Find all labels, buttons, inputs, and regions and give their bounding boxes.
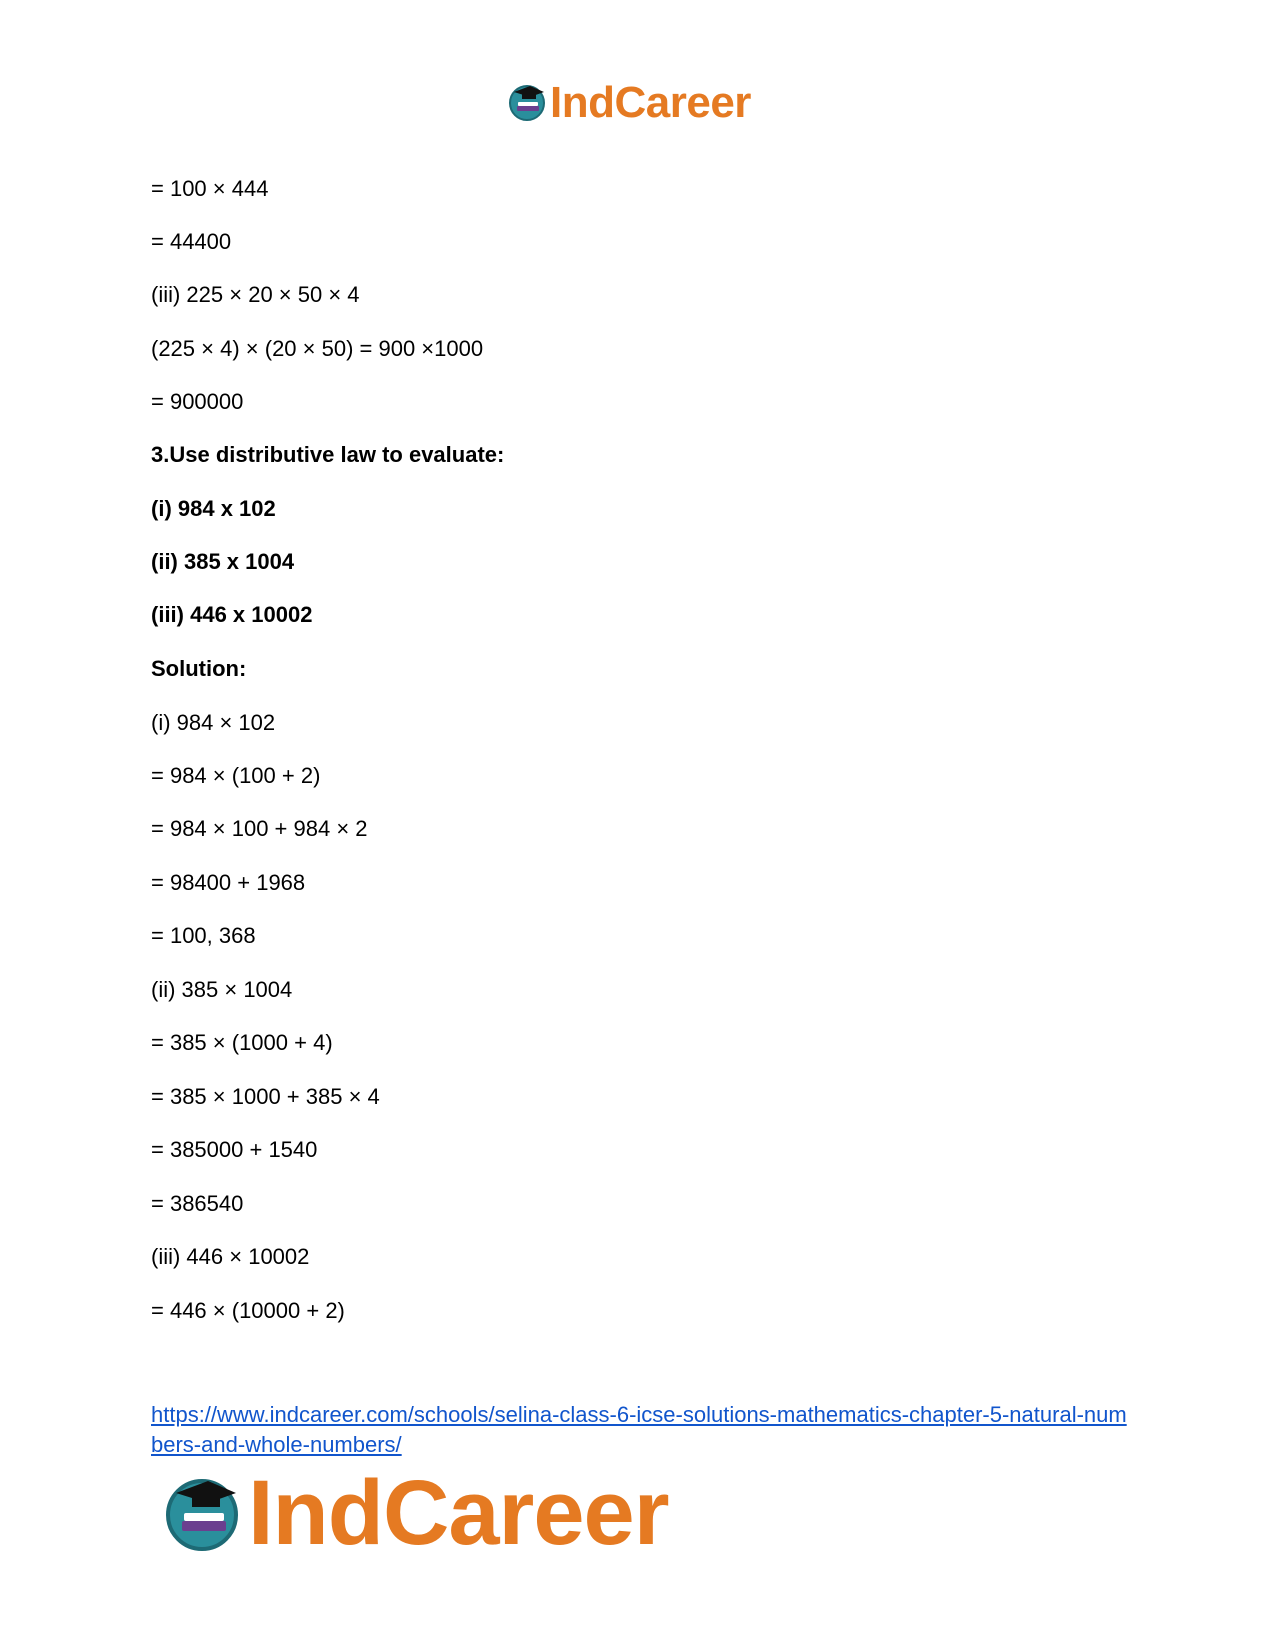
source-link[interactable]: https://www.indcareer.com/schools/selina-class-6-icse-solutions-mathematics-chapter-5-natural-numbers-and-whole-numbers/ [151, 1402, 1127, 1457]
question-part: (i) 984 x 102 [151, 496, 276, 521]
text-line: = 900000 [151, 389, 244, 414]
text-line: = 385 × (1000 + 4) [151, 1030, 333, 1055]
footer-logo [160, 1462, 669, 1564]
question-heading: 3.Use distributive law to evaluate: [151, 442, 505, 467]
footer-logo-text: IndCareer [248, 1462, 669, 1564]
graduation-book-globe-icon [506, 80, 548, 127]
graduation-book-globe-icon [160, 1469, 244, 1558]
text-line: (i) 984 × 102 [151, 710, 276, 735]
text-line: = 98400 + 1968 [151, 870, 306, 895]
text-line: = 385 × 1000 + 385 × 4 [151, 1084, 380, 1109]
text-line: (ii) 385 × 1004 [151, 977, 293, 1002]
question-part: (ii) 385 x 1004 [151, 549, 295, 574]
text-line: = 100, 368 [151, 923, 256, 948]
text-line: = 446 × (10000 + 2) [151, 1298, 345, 1323]
question-part: (iii) 446 x 10002 [151, 602, 313, 627]
text-line: (iii) 225 × 20 × 50 × 4 [151, 282, 360, 307]
text-line: = 44400 [151, 229, 232, 254]
text-line: = 385000 + 1540 [151, 1137, 318, 1162]
text-line: = 100 × 444 [151, 176, 269, 201]
header-logo-text: IndCareer [550, 78, 751, 127]
text-line: = 984 × 100 + 984 × 2 [151, 816, 368, 841]
text-line: = 386540 [151, 1191, 244, 1216]
solution-label: Solution: [151, 656, 247, 681]
text-line: (iii) 446 × 10002 [151, 1244, 310, 1269]
text-line: = 984 × (100 + 2) [151, 763, 321, 788]
text-line: (225 × 4) × (20 × 50) = 900 ×1000 [151, 336, 484, 361]
header-logo [506, 78, 751, 128]
